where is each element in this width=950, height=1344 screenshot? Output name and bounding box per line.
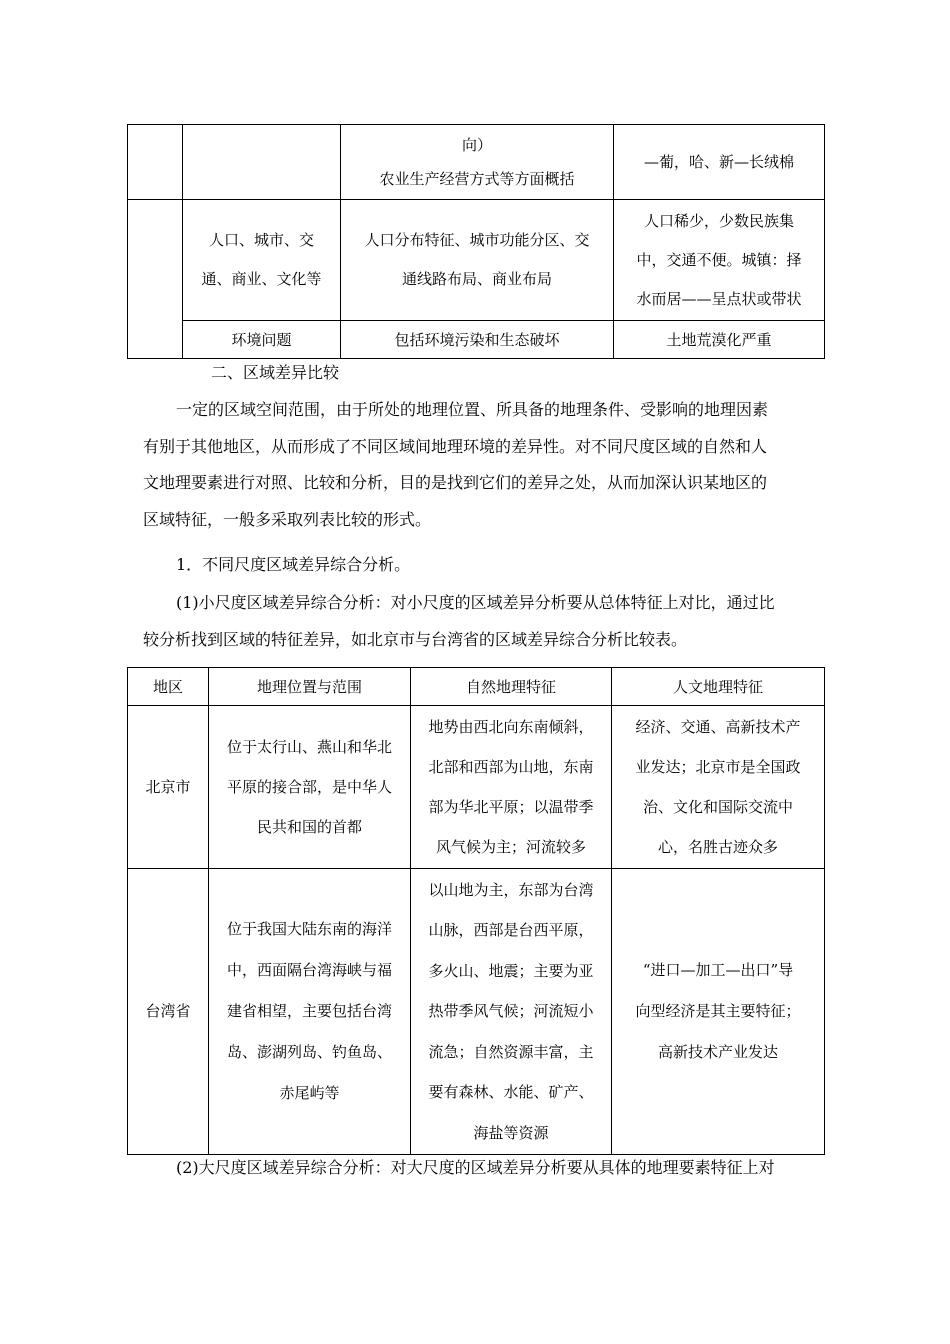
text-line: 有别于其他地区，从而形成了不同区域间地理环境的差异性。对不同尺度区域的自然和人 — [143, 437, 768, 456]
table-row-taiwan — [128, 869, 825, 1155]
cell-line: 部为华北平原；以温带季 — [428, 798, 594, 816]
cell-line: “进口—加工—出口”导 — [642, 961, 794, 979]
empty-cell — [128, 125, 183, 200]
beijing-human — [612, 706, 825, 869]
taiwan-human — [612, 869, 825, 1155]
cell-line: 民共和国的首都 — [256, 818, 362, 836]
cell-line: 心，名胜古迹众多 — [657, 838, 778, 856]
cell-line: 赤尾屿等 — [279, 1084, 340, 1102]
cell-line: 中，西面隔台湾海峡与福 — [226, 961, 392, 979]
table-row — [128, 200, 825, 321]
beijing-natural — [411, 706, 612, 869]
cell-line: 向型经济是其主要特征； — [635, 1002, 801, 1020]
text-line: 一定的区域空间范围，由于所处的地理位置、所具备的地理条件、受影响的地理因素 — [176, 400, 769, 419]
cell-environment-desc: 包括环境污染和生态破坏 — [341, 321, 614, 359]
cell-line: 建省相望，主要包括台湾 — [226, 1002, 392, 1020]
cell-line: 人口分布特征、城市功能分区、交 — [364, 231, 590, 249]
cell-environment: 环境问题 — [183, 321, 341, 359]
cell-line: 治、文化和国际交流中 — [642, 798, 793, 816]
cell-line: 岛、澎湖列岛、钓鱼岛、 — [226, 1043, 392, 1061]
cell-line: 通线路布局、商业布局 — [401, 270, 552, 288]
comparison-table — [127, 667, 825, 1155]
header-human: 人文地理特征 — [612, 668, 825, 706]
cell-agriculture-example: —葡，哈、新—长绒棉 — [614, 125, 825, 200]
continued-table — [127, 124, 825, 359]
table-row-beijing — [128, 706, 825, 869]
cell-line: 北部和西部为山地，东南 — [428, 758, 594, 776]
region-taiwan: 台湾省 — [128, 869, 209, 1155]
cell-environment-example: 土地荒漠化严重 — [614, 321, 825, 359]
table-header-row — [128, 668, 825, 706]
cell-line: 高新技术产业发达 — [657, 1043, 778, 1061]
cell-line: 多火山、地震；主要为亚 — [428, 961, 594, 980]
cell-line: 业发达；北京市是全国政 — [635, 758, 801, 776]
header-natural: 自然地理特征 — [411, 668, 612, 706]
cell-line: 地势由西北向东南倾斜， — [428, 718, 594, 736]
cell-line: 通、商业、文化等 — [201, 270, 322, 288]
beijing-location — [209, 706, 411, 869]
cell-human-example — [614, 200, 825, 321]
cell-line: 风气候为主；河流较多 — [435, 838, 586, 856]
cell-agriculture-desc — [341, 125, 614, 200]
cell-line: 中，交通不便。城镇：择 — [636, 250, 802, 269]
cell-line: 热带季风气候；河流短小 — [428, 1002, 594, 1021]
cell-line: 流急；自然资源丰富，主 — [428, 1042, 594, 1061]
region-beijing: 北京市 — [128, 706, 209, 869]
empty-cell — [183, 125, 341, 200]
cell-line: 以山地为主，东部为台湾 — [428, 880, 594, 899]
section-heading: 二、区域差异比较 — [211, 363, 340, 382]
item-1-sub-2: (2)大尺度区域差异综合分析：对大尺度的区域差异分析要从具体的地理要素特征上对 — [176, 1158, 775, 1177]
cell-line: 向） — [461, 136, 492, 154]
item-1-heading: 1．不同尺度区域差异综合分析。 — [176, 555, 411, 574]
cell-line: 海盐等资源 — [473, 1123, 549, 1142]
cell-line: 平原的接合部，是中华人 — [226, 778, 392, 796]
header-region: 地区 — [128, 668, 209, 706]
cell-line: 水而居——呈点状或带状 — [636, 289, 802, 308]
table-row — [128, 321, 825, 359]
cell-line: 农业生产经营方式等方面概括 — [379, 170, 575, 188]
cell-human-desc — [341, 200, 614, 321]
text-line: 区域特征，一般多采取列表比较的形式。 — [143, 510, 432, 529]
cell-human-factors — [183, 200, 341, 321]
taiwan-location — [209, 869, 411, 1155]
cell-line: 人口、城市、交 — [208, 231, 314, 249]
text-line: 较分析找到区域的特征差异，如北京市与台湾省的区域差异综合分析比较表。 — [143, 630, 688, 649]
cell-line: 经济、交通、高新技术产 — [635, 718, 801, 736]
cell-line: 位于我国大陆东南的海洋 — [226, 920, 392, 938]
cell-line: 位于太行山、燕山和华北 — [226, 738, 392, 756]
text-line: (1)小尺度区域差异综合分析：对小尺度的区域差异分析要从总体特征上对比，通过比 — [176, 593, 775, 612]
header-location: 地理位置与范围 — [209, 668, 411, 706]
cell-line: 人口稀少，少数民族集 — [643, 211, 794, 230]
text-line: 文地理要素进行对照、比较和分析，目的是找到它们的差异之处，从而加深认识某地区的 — [143, 473, 768, 492]
cell-line: 山脉，西部是台西平原， — [428, 921, 594, 940]
cell-line: 要有森林、水能、矿产、 — [428, 1083, 594, 1102]
table-row — [128, 125, 825, 200]
taiwan-natural — [411, 869, 612, 1155]
empty-cell — [128, 200, 183, 359]
